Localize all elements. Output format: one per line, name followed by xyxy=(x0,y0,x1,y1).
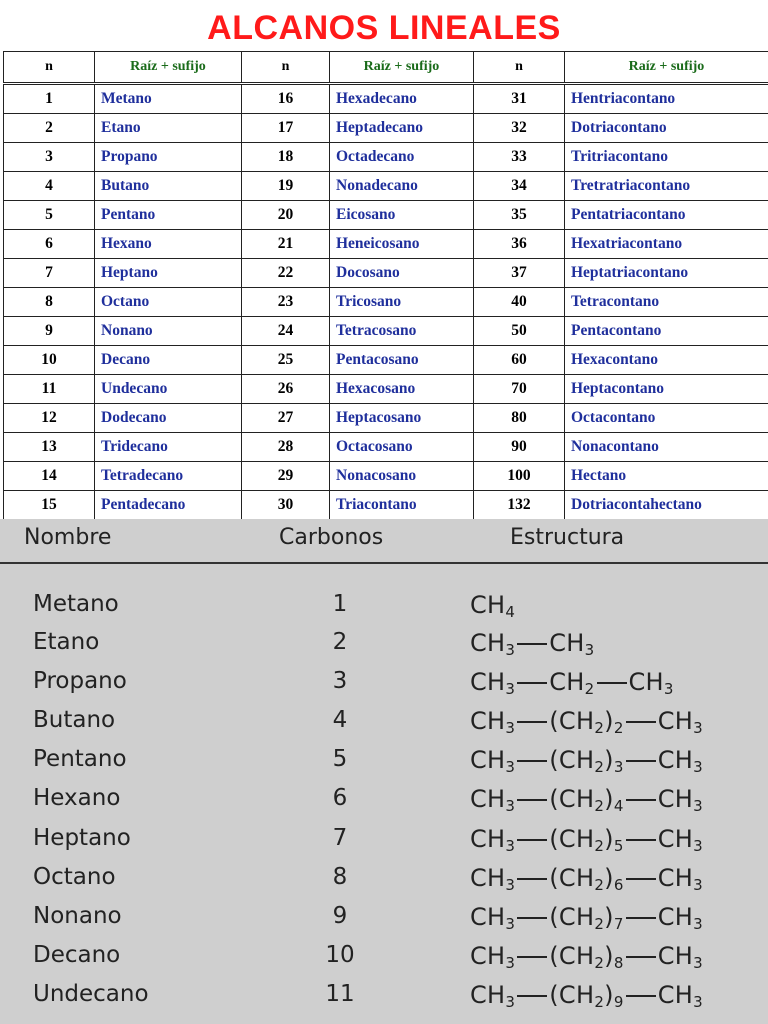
table-row xyxy=(4,462,768,491)
bond-line xyxy=(517,878,547,880)
col-header-name: Raíz + sufijo xyxy=(330,52,474,84)
carbon-count-cell: 34 xyxy=(474,172,565,201)
carbon-count-cell: 12 xyxy=(4,404,95,433)
alkane-name-cell: Hexacosano xyxy=(330,375,474,404)
alkane-name-cell: Tetracosano xyxy=(330,317,474,346)
carbon-count-cell: 6 xyxy=(4,230,95,259)
carbon-count-cell: 22 xyxy=(242,259,330,288)
table-row xyxy=(4,114,768,143)
table-row xyxy=(4,346,768,375)
carbon-count: 2 xyxy=(332,629,348,655)
carbon-count-cell: 27 xyxy=(242,404,330,433)
alkane-name-cell: Docosano xyxy=(330,259,474,288)
alkane-name-cell: Octacontano xyxy=(565,404,768,433)
carbon-count-cell: 21 xyxy=(242,230,330,259)
bond-line xyxy=(517,682,547,684)
page-title: ALCANOS LINEALES xyxy=(207,9,561,47)
carbon-count-cell: 28 xyxy=(242,433,330,462)
alkane-names-table xyxy=(3,51,768,520)
alkane-name-cell: Hexatriacontano xyxy=(565,230,768,259)
carbon-count: 4 xyxy=(332,707,348,733)
table-row xyxy=(4,143,768,172)
carbon-count-cell: 37 xyxy=(474,259,565,288)
structure-row xyxy=(0,942,768,981)
table-row xyxy=(4,172,768,201)
carbon-count-cell: 17 xyxy=(242,114,330,143)
carbon-count-cell: 33 xyxy=(474,143,565,172)
alkane-name-cell: Nonano xyxy=(95,317,242,346)
carbon-count-cell: 10 xyxy=(4,346,95,375)
structural-formula: $CH_3$ $(CH_2)_5$ $CH_3$ xyxy=(470,825,703,855)
col-header-n: n xyxy=(242,52,330,84)
carbon-count: 6 xyxy=(332,785,348,811)
structure-row xyxy=(0,903,768,942)
bond-line xyxy=(517,956,547,958)
header-divider xyxy=(0,562,768,564)
carbon-count: 5 xyxy=(332,746,348,772)
alkane-name-cell: Heptano xyxy=(95,259,242,288)
alkane-name-cell: Hexacontano xyxy=(565,346,768,375)
carbon-count-cell: 15 xyxy=(4,491,95,520)
bond-line xyxy=(626,799,656,801)
carbon-count-cell: 35 xyxy=(474,201,565,230)
carbon-count-cell: 11 xyxy=(4,375,95,404)
carbon-count-cell: 9 xyxy=(4,317,95,346)
alkane-name-cell: Pentacontano xyxy=(565,317,768,346)
carbon-count-cell: 50 xyxy=(474,317,565,346)
alkane-name: Decano xyxy=(33,942,121,968)
alkane-name: Heptano xyxy=(33,825,131,851)
structures-panel xyxy=(0,519,768,1024)
table-row xyxy=(4,230,768,259)
structure-row xyxy=(0,785,768,824)
alkane-name-cell: Heptadecano xyxy=(330,114,474,143)
alkane-name-cell: Propano xyxy=(95,143,242,172)
alkane-name-cell: Eicosano xyxy=(330,201,474,230)
alkane-name-cell: Tridecano xyxy=(95,433,242,462)
alkane-name: Nonano xyxy=(33,903,122,929)
bond-line xyxy=(626,995,656,997)
alkane-name-cell: Octadecano xyxy=(330,143,474,172)
table-row xyxy=(4,433,768,462)
alkane-name-cell: Hexadecano xyxy=(330,84,474,114)
alkane-name-cell: Dodecano xyxy=(95,404,242,433)
structure-row xyxy=(0,668,768,707)
carbon-count-cell: 23 xyxy=(242,288,330,317)
bond-line xyxy=(517,799,547,801)
alkane-name-cell: Tricosano xyxy=(330,288,474,317)
alkane-name-cell: Pentatriacontano xyxy=(565,201,768,230)
carbon-count-cell: 80 xyxy=(474,404,565,433)
table-header-row xyxy=(4,52,768,84)
carbon-count-cell: 132 xyxy=(474,491,565,520)
carbon-count-cell: 18 xyxy=(242,143,330,172)
structure-row xyxy=(0,864,768,903)
carbon-count-cell: 7 xyxy=(4,259,95,288)
alkane-name-cell: Hectano xyxy=(565,462,768,491)
table-row xyxy=(4,201,768,230)
alkane-name-cell: Undecano xyxy=(95,375,242,404)
carbon-count-cell: 13 xyxy=(4,433,95,462)
carbon-count-cell: 31 xyxy=(474,84,565,114)
col-header-name: Raíz + sufijo xyxy=(565,52,768,84)
header-name: Nombre xyxy=(24,525,112,550)
alkane-name: Metano xyxy=(33,591,119,617)
header-carbons: Carbonos xyxy=(279,525,384,550)
structural-formula: $CH_3$ $CH_3$ xyxy=(470,629,595,659)
alkane-name-cell: Butano xyxy=(95,172,242,201)
carbon-count-cell: 26 xyxy=(242,375,330,404)
carbon-count-cell: 3 xyxy=(4,143,95,172)
alkane-name-cell: Octano xyxy=(95,288,242,317)
alkane-name: Undecano xyxy=(33,981,149,1007)
bond-line xyxy=(517,721,547,723)
alkane-name-cell: Heneicosano xyxy=(330,230,474,259)
bond-line xyxy=(517,917,547,919)
structural-formula: $CH_3$ $(CH_2)_9$ $CH_3$ xyxy=(470,981,703,1011)
alkane-name-cell: Triacontano xyxy=(330,491,474,520)
alkane-name-cell: Tetracontano xyxy=(565,288,768,317)
carbon-count-cell: 36 xyxy=(474,230,565,259)
table-row xyxy=(4,404,768,433)
alkane-name-cell: Tritriacontano xyxy=(565,143,768,172)
carbon-count: 7 xyxy=(332,825,348,851)
structure-row xyxy=(0,746,768,785)
header-structure: Estructura xyxy=(510,525,625,550)
bond-line xyxy=(517,995,547,997)
carbon-count-cell: 1 xyxy=(4,84,95,114)
table-row xyxy=(4,259,768,288)
carbon-count-cell: 8 xyxy=(4,288,95,317)
bond-line xyxy=(517,643,547,645)
alkane-name-cell: Heptatriacontano xyxy=(565,259,768,288)
structural-formula: $CH_3$ $(CH_2)_2$ $CH_3$ xyxy=(470,707,703,737)
structure-row xyxy=(0,825,768,864)
structural-formula: $CH_4$ xyxy=(470,591,516,621)
alkane-name: Pentano xyxy=(33,746,127,772)
alkane-name-cell: Dotriacontano xyxy=(565,114,768,143)
carbon-count: 11 xyxy=(325,981,355,1007)
bond-line xyxy=(626,956,656,958)
bond-line xyxy=(626,878,656,880)
carbon-count-cell: 60 xyxy=(474,346,565,375)
structure-row xyxy=(0,707,768,746)
alkane-name-cell: Nonadecano xyxy=(330,172,474,201)
structure-row xyxy=(0,591,768,630)
alkane-name-cell: Hentriacontano xyxy=(565,84,768,114)
col-header-name: Raíz + sufijo xyxy=(95,52,242,84)
carbon-count-cell: 4 xyxy=(4,172,95,201)
bond-line xyxy=(626,760,656,762)
col-header-n: n xyxy=(474,52,565,84)
alkane-name-cell: Metano xyxy=(95,84,242,114)
carbon-count-cell: 14 xyxy=(4,462,95,491)
structural-formula: $CH_3$ $(CH_2)_6$ $CH_3$ xyxy=(470,864,703,894)
alkane-name-cell: Tretratriacontano xyxy=(565,172,768,201)
bond-line xyxy=(626,839,656,841)
carbon-count-cell: 25 xyxy=(242,346,330,375)
carbon-count-cell: 20 xyxy=(242,201,330,230)
carbon-count-cell: 5 xyxy=(4,201,95,230)
alkane-name-cell: Etano xyxy=(95,114,242,143)
table-row xyxy=(4,317,768,346)
carbon-count-cell: 29 xyxy=(242,462,330,491)
structural-formula: $CH_3$ $(CH_2)_3$ $CH_3$ xyxy=(470,746,703,776)
bond-line xyxy=(626,721,656,723)
alkane-name-cell: Pentacosano xyxy=(330,346,474,375)
table-row xyxy=(4,491,768,520)
carbon-count-cell: 40 xyxy=(474,288,565,317)
carbon-count: 10 xyxy=(325,942,355,968)
alkane-name-cell: Nonacontano xyxy=(565,433,768,462)
bond-line xyxy=(626,917,656,919)
structure-row xyxy=(0,629,768,668)
structural-formula: $CH_3$ $(CH_2)_4$ $CH_3$ xyxy=(470,785,703,815)
alkane-name-cell: Heptacontano xyxy=(565,375,768,404)
carbon-count: 9 xyxy=(332,903,348,929)
table-row xyxy=(4,288,768,317)
bond-line xyxy=(517,839,547,841)
carbon-count-cell: 100 xyxy=(474,462,565,491)
alkane-name-cell: Pentadecano xyxy=(95,491,242,520)
carbon-count: 8 xyxy=(332,864,348,890)
structure-row xyxy=(0,981,768,1020)
carbon-count-cell: 70 xyxy=(474,375,565,404)
carbon-count: 3 xyxy=(332,668,348,694)
carbon-count-cell: 19 xyxy=(242,172,330,201)
carbon-count-cell: 90 xyxy=(474,433,565,462)
carbon-count-cell: 16 xyxy=(242,84,330,114)
col-header-n: n xyxy=(4,52,95,84)
alkane-name: Octano xyxy=(33,864,116,890)
table-row xyxy=(4,375,768,404)
carbon-count-cell: 32 xyxy=(474,114,565,143)
alkane-name-cell: Pentano xyxy=(95,201,242,230)
alkane-name-cell: Hexano xyxy=(95,230,242,259)
bond-line xyxy=(517,760,547,762)
alkane-name-cell: Decano xyxy=(95,346,242,375)
alkane-name-cell: Tetradecano xyxy=(95,462,242,491)
alkane-name-cell: Heptacosano xyxy=(330,404,474,433)
structural-formula: $CH_3$ $(CH_2)_7$ $CH_3$ xyxy=(470,903,703,933)
table-row xyxy=(4,84,768,114)
bond-line xyxy=(597,682,627,684)
alkane-name: Propano xyxy=(33,668,127,694)
alkane-name: Hexano xyxy=(33,785,121,811)
structural-formula: $CH_3$ $CH_2$ $CH_3$ xyxy=(470,668,674,698)
structural-formula: $CH_3$ $(CH_2)_8$ $CH_3$ xyxy=(470,942,703,972)
carbon-count-cell: 2 xyxy=(4,114,95,143)
carbon-count: 1 xyxy=(332,591,348,617)
carbon-count-cell: 24 xyxy=(242,317,330,346)
alkane-name-cell: Nonacosano xyxy=(330,462,474,491)
carbon-count-cell: 30 xyxy=(242,491,330,520)
alkane-name-cell: Octacosano xyxy=(330,433,474,462)
alkane-name: Etano xyxy=(33,629,100,655)
alkane-name-cell: Dotriacontahectano xyxy=(565,491,768,520)
alkane-name: Butano xyxy=(33,707,116,733)
